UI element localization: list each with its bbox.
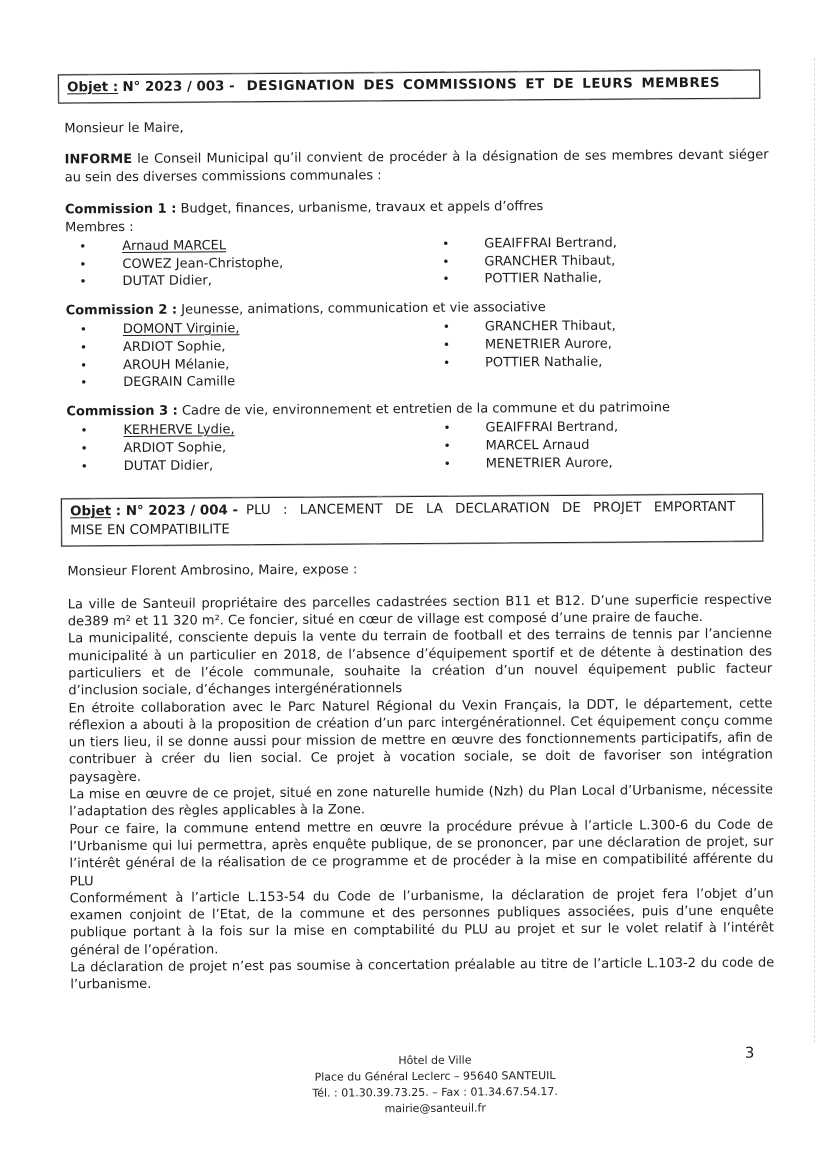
objet-box-004 [61, 494, 763, 547]
commission-3-block [66, 399, 770, 476]
member-name: POTTIER Nathalie, [484, 271, 602, 287]
commission-subject: Cadre de vie, environnement et entretien de la commune et du patrimoine [181, 400, 671, 419]
footer-line-address: Place du Général Leclerc – 95640 SANTEUIL [314, 1069, 556, 1084]
member-name: GEAIFFRAI Bertrand, [484, 235, 617, 252]
informe-label: INFORME [64, 152, 133, 168]
member-name: GRANCHER Thibaut, [484, 318, 616, 335]
commission-1-block [65, 197, 770, 292]
member-item [442, 269, 769, 289]
objet-number: N° 2023 / 003 - [122, 79, 235, 96]
member-name: KERHERVE Lydie, [123, 422, 235, 439]
member-item [444, 435, 771, 455]
body-paragraph: En étroite collaboration avec le Parc Naturel Régional du Vexin Français, la DDT, le département, cette réflexion a abouti à la proposition de création d’un parc intergénérationnel. Cet équipement conçu comme un tiers lieu, il se donne aussi pour mission de mettre en œuvre des fonctionnements participatifs, afin de contribuer à créer du lien social. Ce projet à vocation sociale, se doit de favoriser son intégration paysagère. [68, 696, 773, 786]
members-column-right [443, 317, 770, 390]
member-item [444, 453, 771, 473]
objet-number: : N° 2023 / 004 - [111, 503, 239, 520]
commission-subject: Jeunesse, animations, communication et vie associative [181, 300, 546, 318]
page-number: 3 [744, 1043, 755, 1062]
member-name: AROUH Mélanie, [123, 356, 230, 373]
objet-title-line1: PLU : LANCEMENT DE LA DECLARATION DE PROJET EMPORTANT [245, 500, 736, 519]
body-paragraph: Conformément à l’article L.153-54 du Code de l’urbanisme, la déclaration de projet fera l’objet d’un examen conjoint de l’Etat, de la commune et des personnes publiques associées, puis d’une enquête publique portant à la fois sur la mise en comptabilité du PLU au projet et sur le volet relatif à l’intérêt général de l’opération. [69, 886, 775, 959]
body-paragraph: La municipalité, consciente depuis la vente du terrain de football et des terrains de tennis par l’ancienne municipalité à un particulier en 2018, de l’absence d’équipement sportif et de détente à destination des particuliers et de l’école communale, souhaite la création d’un nouvel équipement public facteur d’inclusion sociale, d’échanges intergénérationnels [67, 626, 773, 699]
commission-title: Commission 2 : [65, 302, 178, 319]
members-column-left [66, 420, 443, 476]
body-paragraph: La déclaration de projet n’est pas soumise à concertation préalable au titre de l’article L.103-2 du code de l’urbanisme. [70, 955, 775, 993]
objet-003-heading [67, 74, 751, 98]
member-item [442, 251, 769, 271]
member-item [443, 317, 770, 337]
commission-title: Commission 3 : [66, 403, 178, 420]
salutation: Monsieur le Maire, [64, 120, 184, 137]
member-item [443, 417, 770, 437]
commission-subject: Budget, finances, urbanisme, travaux et appels d’offres [180, 199, 544, 217]
member-name: ARDIOT Sophie, [123, 440, 227, 456]
member-item [443, 352, 770, 372]
footer-line-phone-fax: Tél. : 01.30.39.73.25. – Fax : 01.34.67.54.17. [312, 1084, 558, 1100]
member-name: MENETRIER Aurore, [484, 336, 612, 353]
member-item [442, 233, 769, 253]
member-item [67, 455, 444, 475]
member-name: POTTIER Nathalie, [484, 354, 603, 371]
informe-paragraph [65, 147, 769, 187]
commission-1-members [65, 233, 769, 291]
members-label: Membres : [65, 219, 134, 236]
footer-line-email: mairie@santeuil.fr [384, 1101, 486, 1116]
commission-2-members [66, 317, 770, 393]
objet-004-heading [70, 498, 754, 541]
member-name: DOMONT Virginie, [122, 321, 240, 338]
commission-3-members [66, 417, 770, 475]
member-item [66, 372, 443, 392]
member-item [443, 334, 770, 354]
objet-label: Objet : [67, 80, 119, 96]
commission-title: Commission 1 : [64, 201, 177, 218]
objet-title-line2: MISE EN COMPATIBILITE [70, 522, 230, 539]
objet-label: Objet [70, 504, 112, 520]
member-name: DUTAT Didier, [122, 273, 212, 290]
member-name: DUTAT Didier, [123, 457, 214, 474]
member-name: MENETRIER Aurore, [485, 455, 613, 472]
expose-line: Monsieur Florent Ambrosino, Maire, expose : [67, 562, 358, 580]
member-name: MARCEL Arnaud [485, 437, 590, 454]
informe-text: le Conseil Municipal qu’il convient de procéder à la désignation de ses membres devant siéger au sein des diverses commissions communales : [64, 147, 769, 186]
member-name: GRANCHER Thibaut, [484, 253, 616, 270]
member-name: GEAIFFRAI Bertrand, [485, 419, 619, 436]
member-name: ARDIOT Sophie, [122, 339, 226, 355]
commission-2-block [66, 298, 771, 393]
member-name: COWEZ Jean-Christophe, [122, 255, 284, 272]
member-item [65, 271, 442, 291]
members-column-right [443, 417, 770, 473]
footer-block [83, 1050, 787, 1119]
body-paragraph: La mise en œuvre de ce projet, situé en zone naturelle humide (Nzh) du Plan Local d’Urbanisme, nécessite l’adaptation des règles applicables à la Zone. [69, 782, 774, 820]
members-column-left [65, 236, 442, 292]
body-paragraph: Pour ce faire, la commune entend mettre en œuvre la procédure prévue à l’article L.300-6 du Code de l’Urbanisme qui lui permettra, après enquête publique, de se prononcer, par une déclaration de projet, sur l’intérêt général de la réalisation de ce programme et de procéder à la mise en compatibilité afférente du PLU [69, 817, 774, 889]
member-name: DEGRAIN Camille [123, 374, 236, 391]
body-text-block [68, 591, 775, 994]
member-name: Arnaud MARCEL [122, 238, 227, 254]
members-column-right [442, 233, 769, 289]
members-column-left [66, 319, 443, 393]
footer-line-hotel: Hôtel de Ville [398, 1053, 472, 1068]
objet-title: DESIGNATION DES COMMISSIONS ET DE LEURS MEMBRES [246, 75, 721, 95]
objet-box-003 [58, 70, 760, 104]
body-paragraph: La ville de Santeuil propriétaire des parcelles cadastrées section B11 et B12. D’une superficie respective de389 m² et 11 320 m². Ce foncier, situé en cœur de village est composé d’une praire de fauche. [67, 592, 772, 630]
